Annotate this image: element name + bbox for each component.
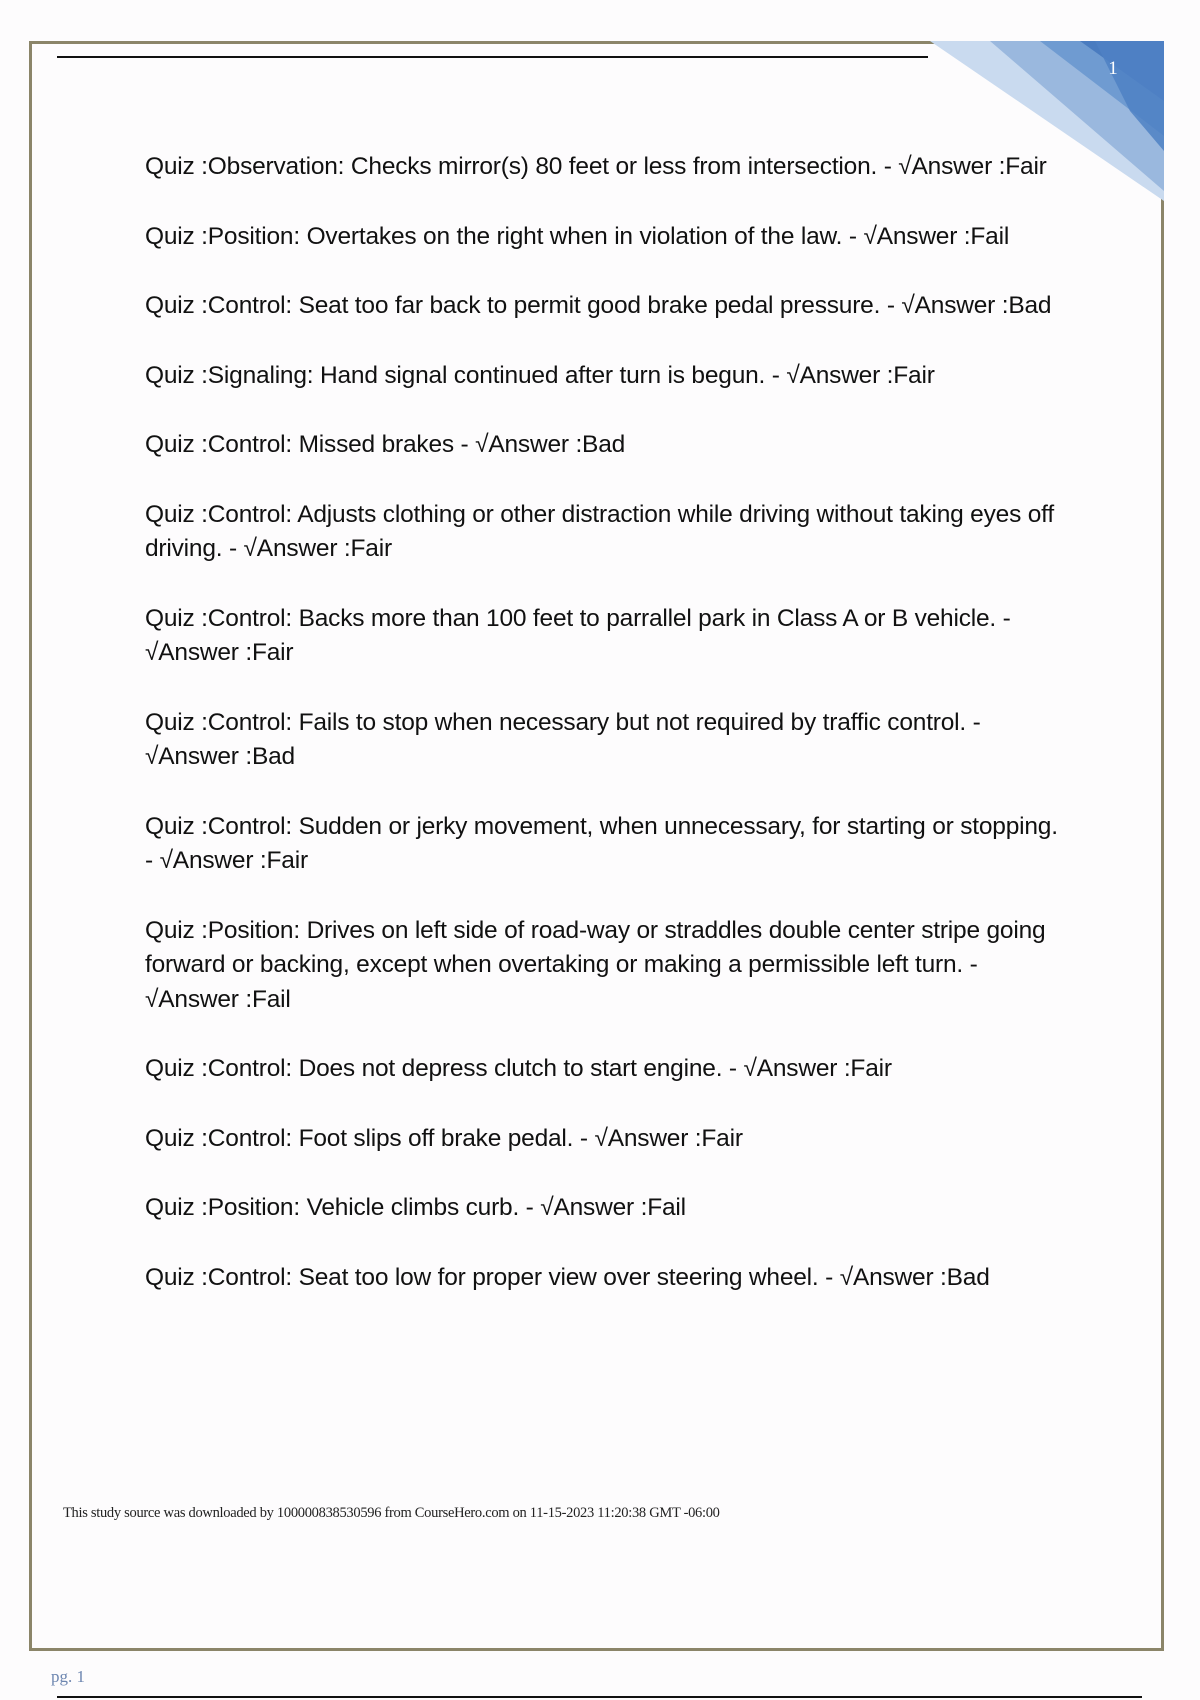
quiz-item: Quiz :Control: Missed brakes - √Answer :Bad [145,431,626,458]
page-label: pg. 1 [51,1667,85,1686]
quiz-item: Quiz :Control: Seat too far back to permit good brake pedal pressure. - √Answer :Bad [145,292,1052,319]
page-number: 1 [1108,58,1118,79]
quiz-list [145,150,1065,1330]
quiz-item: Quiz :Control: Foot slips off brake pedal. - √Answer :Fair [145,1124,743,1152]
quiz-item: Quiz :Control: Does not depress clutch to start engine. - √Answer :Fair [145,1055,892,1082]
quiz-item: Quiz :Observation: Checks mirror(s) 80 feet or less from intersection. - √Answer :Fair [145,153,1047,180]
quiz-item: Quiz :Control: Backs more than 100 feet to parrallel park in Class A or B vehicle. - √Answer :Fair [145,604,1011,666]
quiz-item: Quiz :Position: Overtakes on the right when in violation of the law. - √Answer :Fail [145,222,1010,250]
source-note: This study source was downloaded by 100000838530596 from CourseHero.com on 11-15-2023 11:20:38 GMT -06:00 [63,1505,720,1521]
quiz-item: Quiz :Control: Sudden or jerky movement, when unnecessary, for starting or stopping. - √Answer :Fair [145,812,1058,874]
header-rule [57,56,928,58]
quiz-item: Quiz :Position: Vehicle climbs curb. - √Answer :Fail [145,1194,686,1221]
quiz-item: Quiz :Control: Seat too low for proper view over steering wheel. - √Answer :Bad [145,1263,990,1291]
footer-rule [57,1696,1142,1698]
quiz-item: Quiz :Control: Adjusts clothing or other distraction while driving without taking eyes off driving. - √Answer :Fair [145,500,1054,562]
quiz-item: Quiz :Signaling: Hand signal continued after turn is begun. - √Answer :Fair [145,361,935,389]
quiz-item: Quiz :Position: Drives on left side of road-way or straddles double center stripe going forward or backing, except when overtaking or making a permissible left turn. - √Answer :Fail [145,916,1046,1013]
quiz-item: Quiz :Control: Fails to stop when necessary but not required by traffic control. - √Answer :Bad [145,708,981,770]
